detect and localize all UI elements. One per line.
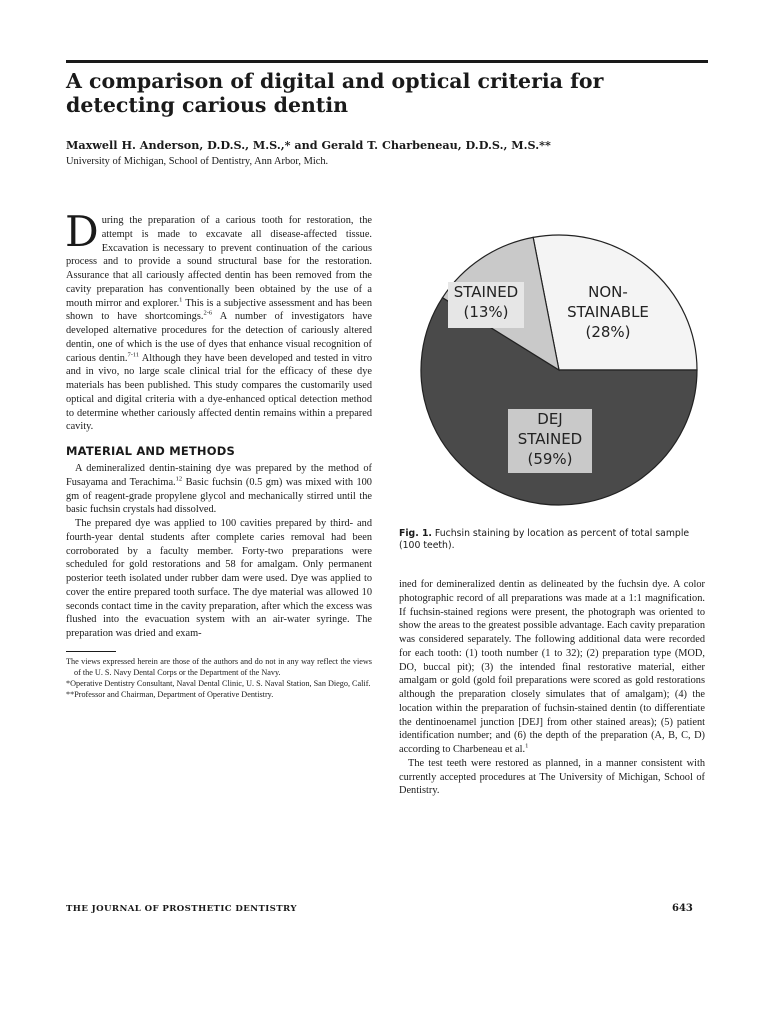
intro-text-2: This is a subjective assessment and has been shown to have shortcomings. — [66, 297, 372, 323]
methods-paragraph-2: The prepared dye was applied to 100 cavities prepared by third- and fourth-year dental students after complete caries removal had been corroborated by a faculty member. Forty-two preparations were scheduled for gold restorations and 58 for amalgam. Only permanent posterior teeth isolated under rubber dam were used. Dye was applied to cover the entire prepared tooth surface. The dye material was allowed 10 seconds contact time in the cavity preparation, after which the excess was flushed into the evacuation system with an air-water syringe. The preparation was dried and exam- — [66, 518, 372, 639]
top-rule — [66, 60, 708, 63]
pie-label-text: (13%) — [463, 303, 509, 321]
pie-label-text: STAINED — [517, 430, 583, 448]
section-heading-methods: MATERIAL AND METHODS — [66, 444, 235, 458]
footnote-2: *Operative Dentistry Consultant, Naval Dental Clinic, U. S. Naval Station, San Diego, Calif. — [66, 678, 371, 688]
article-authors: Maxwell H. Anderson, D.D.S., M.S.,* and Gerald T. Charbeneau, D.D.S., M.S.** — [66, 138, 551, 152]
drop-cap: D — [65, 207, 99, 256]
intro-text-1: uring the preparation of a carious tooth for restoration, the attempt is made to excavate all disease-affected tissue. Excavation is necessary to prevent continuation of the carious process and to provide a sound structural base for the restoration. Assurance that all cariously affected dentin has been removed from the cavity preparation has conventionally been obtained by the use of a mouth mirror and explorer. — [66, 215, 372, 309]
figure-caption — [399, 528, 707, 552]
footnote-rule — [66, 651, 116, 652]
right-paragraph-2: The test teeth were restored as planned, in a manner consistent with currently accepted procedures at The University of Michigan, School of Dentistry. — [399, 757, 705, 797]
footnotes — [66, 656, 372, 700]
pie-label-text: STAINED — [453, 283, 519, 301]
figure-label: Fig. 1. — [399, 528, 432, 539]
right-text-1: ined for demineralized dentin as delineated by the fuchsin dye. A color photographic record of all preparations was made at a 1:1 magnification. If fuchsin-stained regions were present, the photograph was oriented to show the areas to the greatest possible advantage. Each cavity preparation was considered separately. The following additional data were recorded for each tooth: (1) tooth number (1 to 32); (2) preparation type (MOD, DO, buccal pit); (3) the intended final restorative material, either amalgam or gold (gold foil preparations were scored as gold restorations although the preparation closely simulates that of amalgam); (4) the location within the preparation of fuchsin-stained dentin (to differentiate the dentinoenamel junction [DEJ] from other stained areas); (5) patient identification number; and (6) the depth of the preparation (A, B, C, D) according to Charbeneau et al. — [399, 579, 705, 755]
ref-1: 1 — [179, 296, 183, 304]
pie-chart — [418, 222, 708, 522]
methods-text-1a: A demineralized dentin-staining dye was prepared by the method of Fusayama and Terachima. — [66, 463, 372, 488]
pie-label-text: NON- — [588, 283, 628, 301]
ref-right-1: 1 — [525, 742, 529, 750]
article-title: A comparison of digital and optical criteria for detecting carious dentin — [66, 69, 604, 117]
intro-paragraph — [65, 207, 372, 434]
figure-caption-text: Fuchsin staining by location as percent of total sample (100 teeth). — [399, 528, 690, 551]
ref-3: 7-11 — [127, 351, 140, 359]
intro-text-3: A number of investigators have developed alternative procedures for the detection of cariously altered dentin, one of which is the use of dyes that enhance visual recognition of carious dentin. — [66, 311, 372, 364]
ref-2: 2-6 — [203, 309, 213, 317]
ref-12: 12 — [175, 475, 183, 483]
methods-text-1b: Basic fuchsin (0.5 gm) was mixed with 100 gm of reagent-grade propylene glycol and mechanically stirred until the basic fuchsin crystals had dissolved. — [66, 476, 372, 516]
article-affiliation: University of Michigan, School of Dentistry, Ann Arbor, Mich. — [66, 156, 329, 167]
left-column — [65, 207, 372, 700]
pie-label-text: STAINABLE — [567, 303, 649, 321]
methods-paragraph-1 — [66, 462, 372, 517]
page-number: 643 — [672, 903, 693, 914]
pie-label-text: (28%) — [585, 323, 631, 341]
right-column — [399, 578, 705, 798]
pie-label-text: DEJ — [537, 410, 563, 428]
pie-label-text: (59%) — [527, 450, 573, 468]
intro-text-4: Although they have been developed and tested in vitro and in vivo, no large scale clinical trial for the efficacy of these dye materials has been published. This study compares the customarily used optical and digital criteria with a dye-enhanced optical detection method to determine whether cariously affected dentin remains within a prepared cavity. — [66, 352, 372, 433]
right-paragraph-1 — [399, 578, 705, 757]
journal-name: THE JOURNAL OF PROSTHETIC DENTISTRY — [66, 904, 297, 914]
footnote-3: **Professor and Chairman, Department of Operative Dentistry. — [66, 689, 274, 699]
footnote-1: The views expressed herein are those of the authors and do not in any way reflect the views of the U. S. Navy Dental Corps or the Department of the Navy. — [66, 656, 372, 677]
